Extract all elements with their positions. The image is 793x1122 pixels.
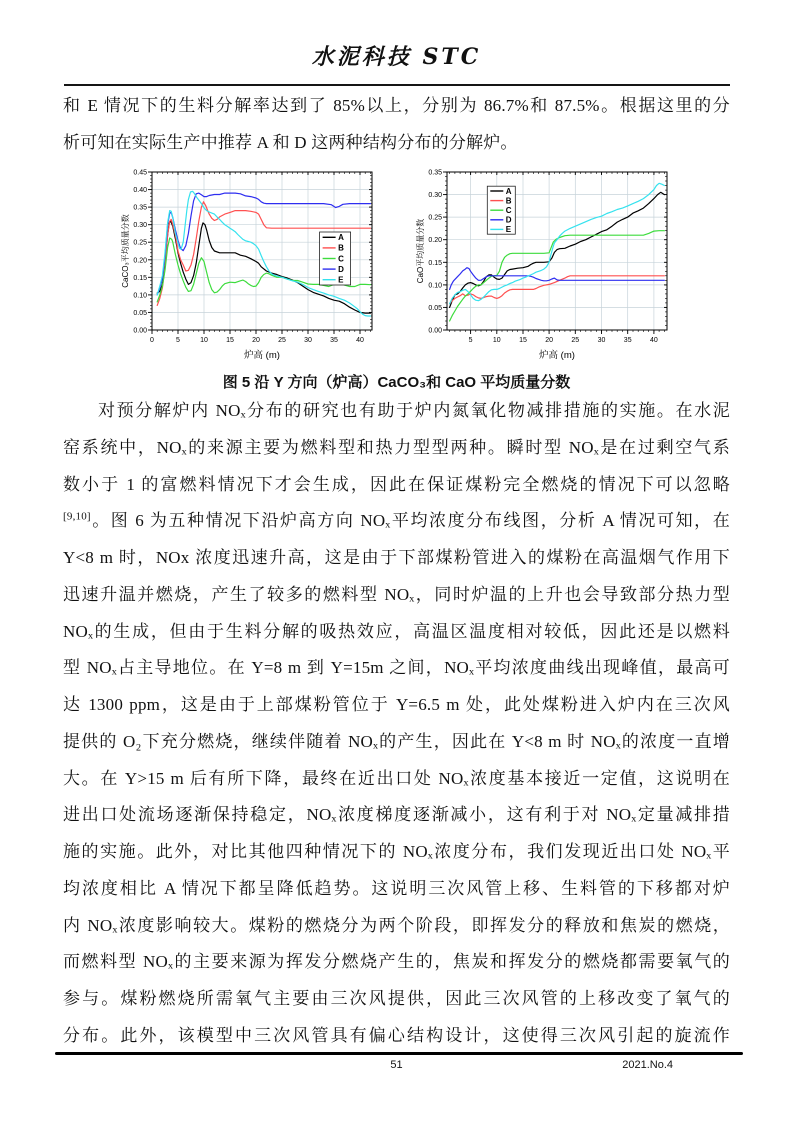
svg-text:D: D: [338, 264, 344, 274]
svg-text:0.25: 0.25: [428, 214, 442, 222]
line-text: Y<8 m 时，NOx 浓度迅速升高，这是由于下部煤粉管进入的煤粉在高温烟气作用下: [63, 548, 730, 567]
svg-text:25: 25: [571, 337, 580, 344]
line-text: 数小于 1 的富燃料情况下才会生成，因此在保证煤粉完全燃烧的情况下可以忽略: [63, 474, 730, 494]
svg-text:25: 25: [278, 337, 286, 344]
svg-text:炉高 (m): 炉高 (m): [244, 350, 280, 361]
text-line: [63, 724, 730, 761]
line-text: 进出口处流场逐渐保持稳定，NOₓ浓度梯度逐渐减小，这有利于对 NOₓ定量减排措: [63, 805, 730, 825]
caco3-chart: [119, 166, 379, 364]
text-line: [63, 577, 730, 614]
svg-text:0.10: 0.10: [428, 282, 442, 290]
figure5: [63, 166, 730, 364]
svg-text:CaO平均质量分数: CaO平均质量分数: [416, 218, 425, 284]
svg-text:40: 40: [356, 337, 364, 344]
svg-text:0.30: 0.30: [133, 222, 147, 230]
line-text: 施的实施。此外，对比其他四种情况下的 NOₓ浓度分布，我们发现近出口处 NOₓ平: [63, 842, 730, 861]
text-line: [63, 981, 730, 1018]
text-line: [63, 761, 730, 798]
svg-text:0.35: 0.35: [133, 204, 147, 212]
svg-text:5: 5: [468, 337, 473, 344]
line-text: 内 NOₓ浓度影响较大。煤粉的燃烧分为两个阶段，即挥发分的释放和焦炭的燃烧，: [63, 915, 730, 935]
svg-text:5: 5: [176, 337, 180, 344]
issue-label: 2021.No.4: [622, 1059, 673, 1071]
citation-superscript: [9,10]: [63, 510, 91, 523]
line-text: 均浓度相比 A 情况下都呈降低趋势。这说明三次风管上移、生料管的下移都对炉: [63, 878, 730, 898]
header-rule: [64, 84, 730, 86]
svg-text:0.25: 0.25: [133, 239, 147, 247]
svg-text:0.05: 0.05: [428, 304, 442, 312]
line-text: 和 E 情况下的生料分解率达到了 85%以上，分别为 86.7%和 87.5%。根据这里的分: [63, 96, 730, 115]
svg-text:10: 10: [492, 337, 501, 344]
text-line: [63, 125, 730, 162]
journal-title: 水泥科技 STC: [311, 44, 482, 70]
svg-text:0.00: 0.00: [428, 327, 442, 335]
line-text: 型 NOₓ占主导地位。在 Y=8 m 到 Y=15m 之间，NOₓ平均浓度曲线出现峰值，最高可: [63, 658, 730, 678]
line-text: 分布。此外，该模型中三次风管具有偏心结构设计，这使得三次风引起的旋流作: [63, 1025, 730, 1045]
svg-text:30: 30: [304, 337, 312, 344]
svg-text:0.45: 0.45: [133, 169, 147, 177]
svg-text:0.05: 0.05: [133, 309, 147, 317]
svg-text:B: B: [338, 243, 344, 253]
line-text: 大。在 Y>15 m 后有所下降，最终在近出口处 NOₓ浓度基本接近一定值，这说明在: [63, 768, 730, 788]
svg-text:15: 15: [226, 337, 234, 344]
text-line: [63, 393, 730, 430]
svg-text:E: E: [505, 225, 512, 235]
line-text: 析可知在实际生产中推荐 A 和 D 这两种结构分布的分解炉。: [63, 132, 518, 152]
page-number: 51: [390, 1059, 403, 1071]
text-line: [63, 944, 730, 981]
svg-text:C: C: [505, 206, 512, 215]
svg-text:0.15: 0.15: [428, 259, 442, 267]
cao-chart: [414, 166, 674, 364]
svg-text:0.20: 0.20: [428, 237, 442, 245]
svg-text:30: 30: [597, 337, 606, 344]
line-text: 迅速升温并燃烧，产生了较多的燃料型 NOₓ，同时炉温的上升也会导致部分热力型: [63, 584, 730, 604]
text-line: [63, 88, 730, 125]
line-text: 窑系统中，NOₓ的来源主要为燃料型和热力型型两种。瞬时型 NOₓ是在过剩空气系: [63, 437, 730, 457]
line-text: 。图 6 为五种情况下沿炉高方向 NOₓ平均浓度分布线图，分析 A 情况可知，在: [90, 511, 730, 531]
figure-caption: 图 5 沿 Y 方向（炉高）CaCO₃和 CaO 平均质量分数: [222, 374, 571, 391]
text-line: [63, 834, 730, 871]
text-line: [63, 871, 730, 908]
svg-text:35: 35: [330, 337, 338, 344]
text-line: [63, 540, 730, 577]
text-line: [63, 687, 730, 724]
line-text: 参与。煤粉燃烧所需氧气主要由三次风提供，因此三次风管的上移改变了氧气的: [63, 989, 730, 1008]
svg-text:0.35: 0.35: [428, 169, 442, 177]
svg-text:0.20: 0.20: [133, 257, 147, 265]
svg-text:0.15: 0.15: [133, 274, 147, 282]
svg-text:0.00: 0.00: [133, 327, 147, 335]
text-line: [63, 614, 730, 651]
svg-text:20: 20: [545, 337, 553, 344]
svg-text:0.10: 0.10: [133, 292, 147, 300]
svg-text:40: 40: [650, 337, 658, 344]
text-line: [63, 467, 730, 504]
svg-text:0.30: 0.30: [428, 192, 442, 200]
svg-text:C: C: [338, 254, 344, 264]
text-line: [63, 797, 730, 834]
svg-text:D: D: [505, 215, 512, 225]
line-text: 达 1300 ppm，这是由于上部煤粉管位于 Y=6.5 m 处，此处煤粉进入炉内在三次风: [63, 695, 730, 714]
svg-text:15: 15: [519, 337, 527, 344]
body-paragraph: [63, 393, 730, 1055]
svg-text:35: 35: [623, 337, 632, 344]
line-text: NOₓ的生成，但由于生料分解的吸热效应，高温区温度相对较低，因此还是以燃料: [63, 621, 730, 641]
text-line: [63, 1018, 730, 1055]
footer-rule: [55, 1052, 743, 1055]
svg-text:A: A: [338, 233, 344, 243]
text-line: [63, 503, 730, 540]
svg-text:0.40: 0.40: [133, 187, 147, 195]
svg-text:20: 20: [252, 337, 260, 344]
svg-text:A: A: [505, 186, 512, 196]
line-text: 而燃料型 NOₓ的主要来源为挥发分燃烧产生的，焦炭和挥发分的燃烧都需要氧气的: [63, 952, 730, 972]
text-line: [63, 650, 730, 687]
svg-text:E: E: [338, 275, 344, 285]
intro-paragraph: [63, 88, 730, 162]
line-text: 对预分解炉内 NOₓ分布的研究也有助于炉内氮氧化物减排措施的实施。在水泥: [98, 401, 730, 420]
text-line: [63, 908, 730, 945]
svg-text:0: 0: [150, 337, 154, 344]
svg-text:CaCO₃平均质量分数: CaCO₃平均质量分数: [121, 214, 130, 288]
text-line: [63, 430, 730, 467]
line-text: 提供的 O₂下充分燃烧，继续伴随着 NOₓ的产生，因此在 Y<8 m 时 NOₓ的浓度一直增: [63, 731, 730, 751]
svg-text:10: 10: [200, 337, 208, 344]
svg-text:B: B: [505, 196, 512, 206]
svg-text:炉高 (m): 炉高 (m): [539, 350, 575, 361]
